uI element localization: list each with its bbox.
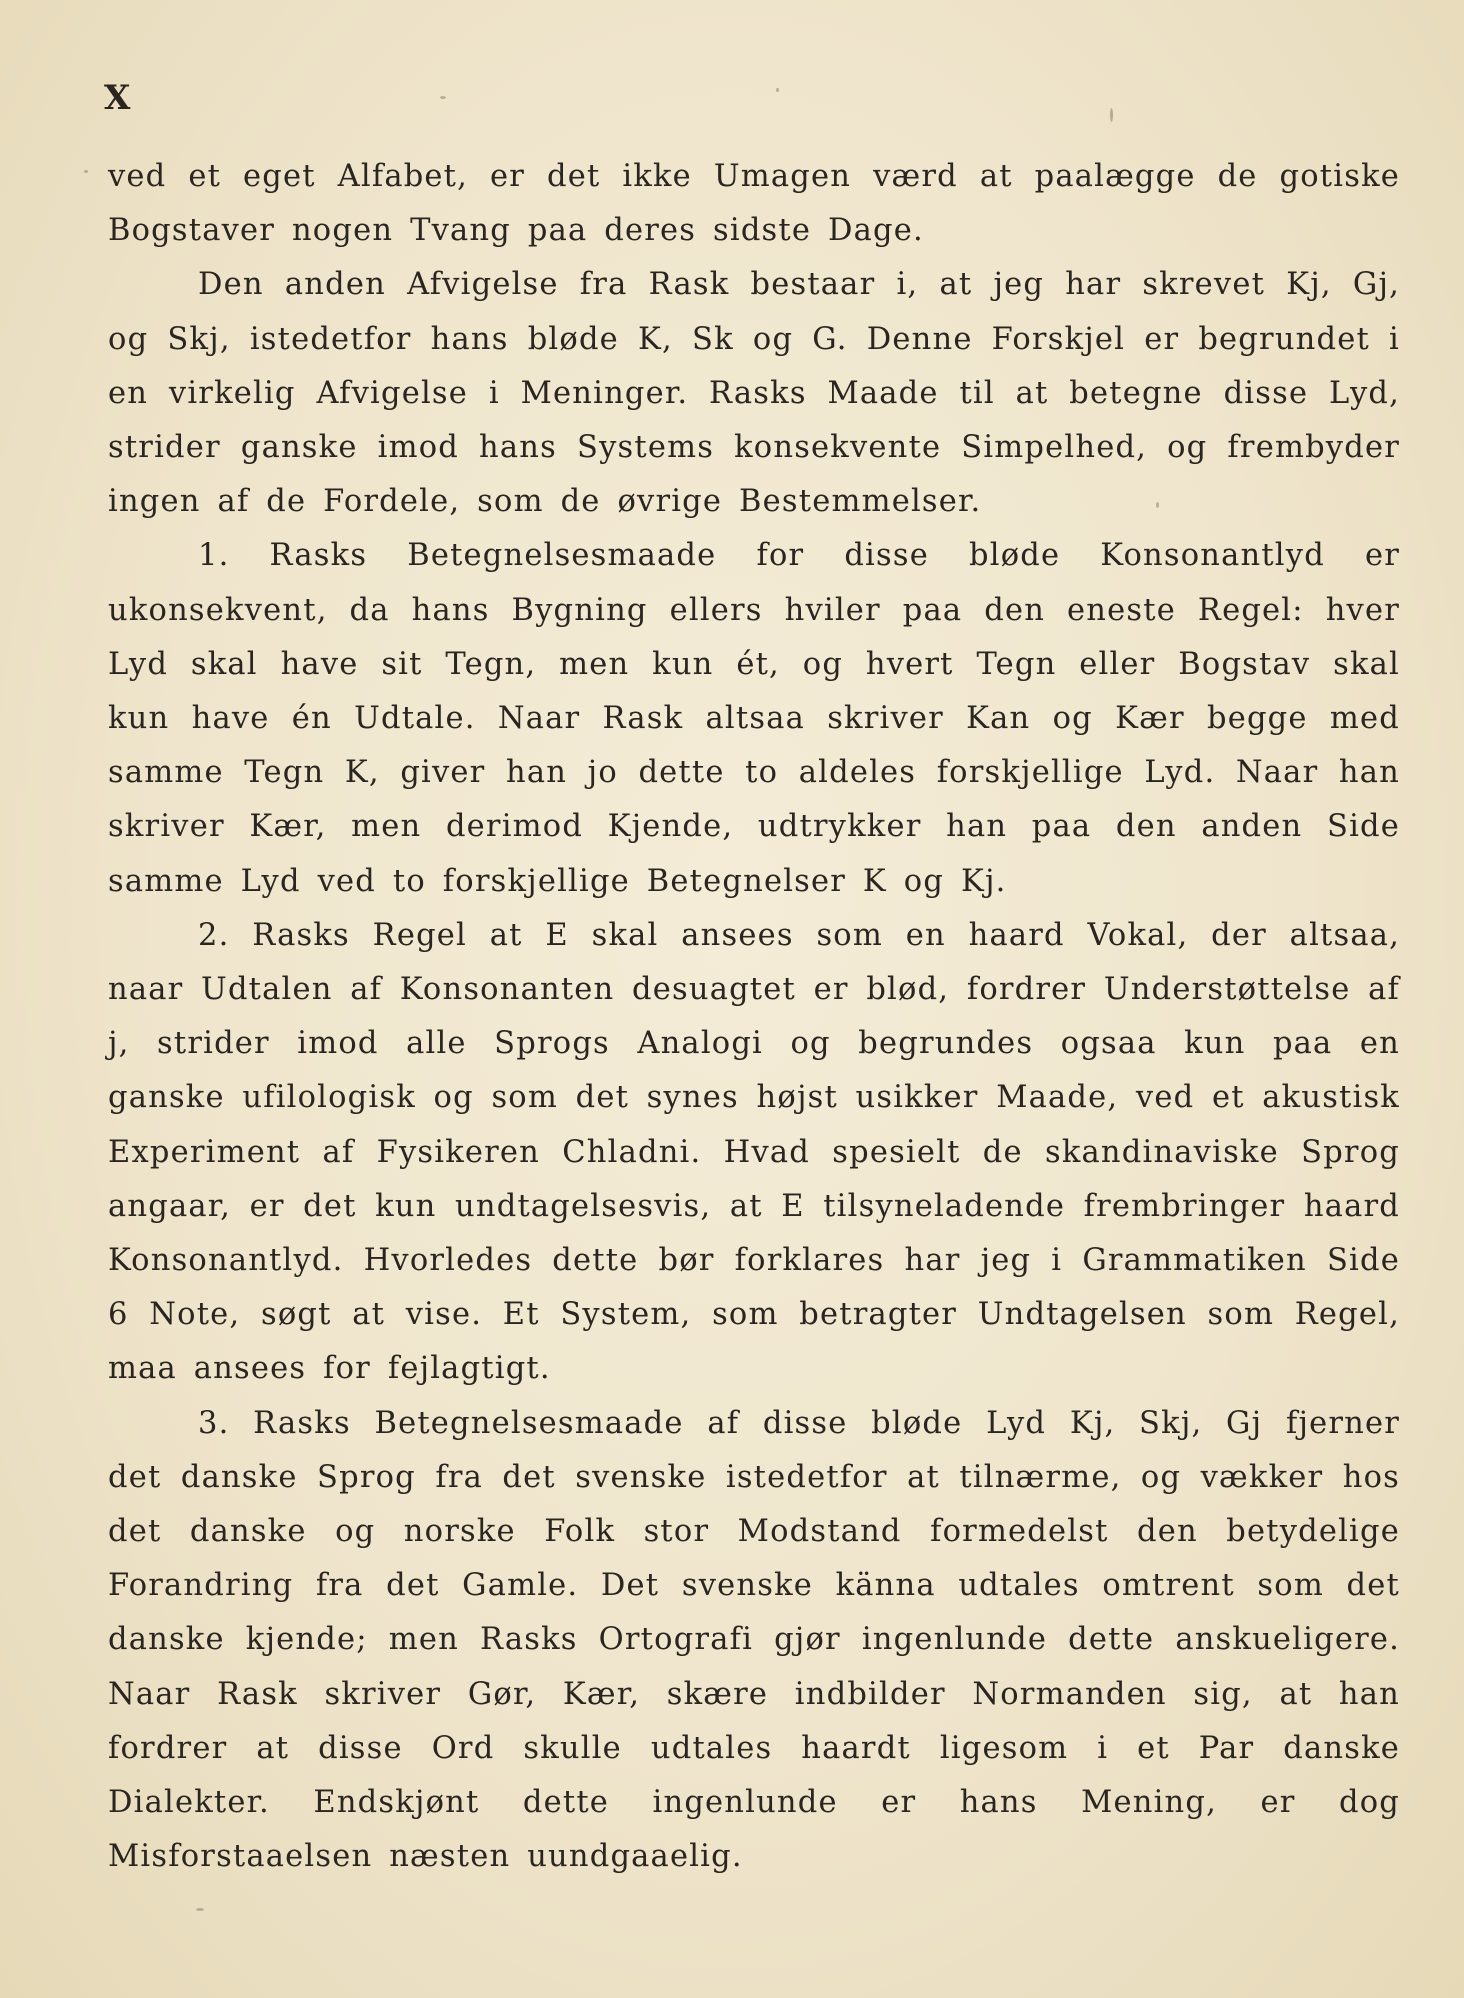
body-text [108, 150, 1400, 1885]
paragraph-point-2: 2. Rasks Regel at E skal ansees som en haard Vokal, der altsaa, naar Udtalen af Konsonanten desuagtet er blød, fordrer Understøttelse af j, strider imod alle Sprogs Analogi og begrundes ogsaa kun paa en ganske ufilologisk og som det synes højst usikker Maade, ved et akustisk Experiment af Fysikeren Chladni. Hvad spesielt de skandinaviske Sprog angaar, er det kun undtagelsesvis, at E tilsyneladende frembringer haard Konsonantlyd. Hvorledes dette bør forklares har jeg i Grammatiken Side 6 Note, søgt at vise. Et System, som betragter Undtagelsen som Regel, maa ansees for fejlagtigt. [108, 917, 1400, 1387]
paragraph-point-1: 1. Rasks Betegnelsesmaade for disse bløde Konsonantlyd er ukonsekvent, da hans Bygning ellers hviler paa den eneste Regel: hver Lyd skal have sit Tegn, men kun ét, og hvert Tegn eller Bogstav skal kun have én Udtale. Naar Rask altsaa skriver Kan og Kær begge med samme Tegn K, giver han jo dette to aldeles forskjellige Lyd. Naar han skriver Kær, men derimod Kjende, udtrykker han paa den anden Side samme Lyd ved to forskjellige Betegnelser K og Kj. [108, 538, 1400, 899]
paragraph-continuation: ved et eget Alfabet, er det ikke Umagen værd at paalægge de gotiske Bogstaver nogen Tvang paa deres sidste Dage. [108, 159, 1400, 249]
page-number: X [104, 78, 132, 118]
paper-speck [1110, 108, 1113, 122]
paper-speck [776, 88, 779, 92]
paper-speck [440, 96, 446, 99]
paragraph-second-deviation: Den anden Afvigelse fra Rask bestaar i, at jeg har skrevet Kj, Gj, og Skj, istedetfor hans bløde K, Sk og G. Denne Forskjel er begrundet i en virkelig Afvigelse i Meninger. Rasks Maade til at betegne disse Lyd, strider ganske imod hans Systems konsekvente Simpelhed, og frembyder ingen af de Fordele, som de øvrige Bestemmelser. [108, 267, 1400, 520]
paper-speck [1156, 502, 1159, 508]
paragraph-point-3: 3. Rasks Betegnelsesmaade af disse bløde Lyd Kj, Skj, Gj fjerner det danske Sprog fra det svenske istedetfor at tilnærme, og vækker hos det danske og norske Folk stor Modstand formedelst den betydelige Forandring fra det Gamle. Det svenske känna udtales omtrent som det danske kjende; men Rasks Ortografi gjør ingenlunde dette anskueligere. Naar Rask skriver Gør, Kær, skære indbilder Normanden sig, at han fordrer at disse Ord skulle udtales haardt ligesom i et Par danske Dialekter. Endskjønt dette ingenlunde er hans Mening, er dog Misforstaaelsen næsten uundgaaelig. [108, 1405, 1400, 1875]
paper-speck [196, 1908, 204, 1911]
paper-speck [84, 170, 88, 173]
